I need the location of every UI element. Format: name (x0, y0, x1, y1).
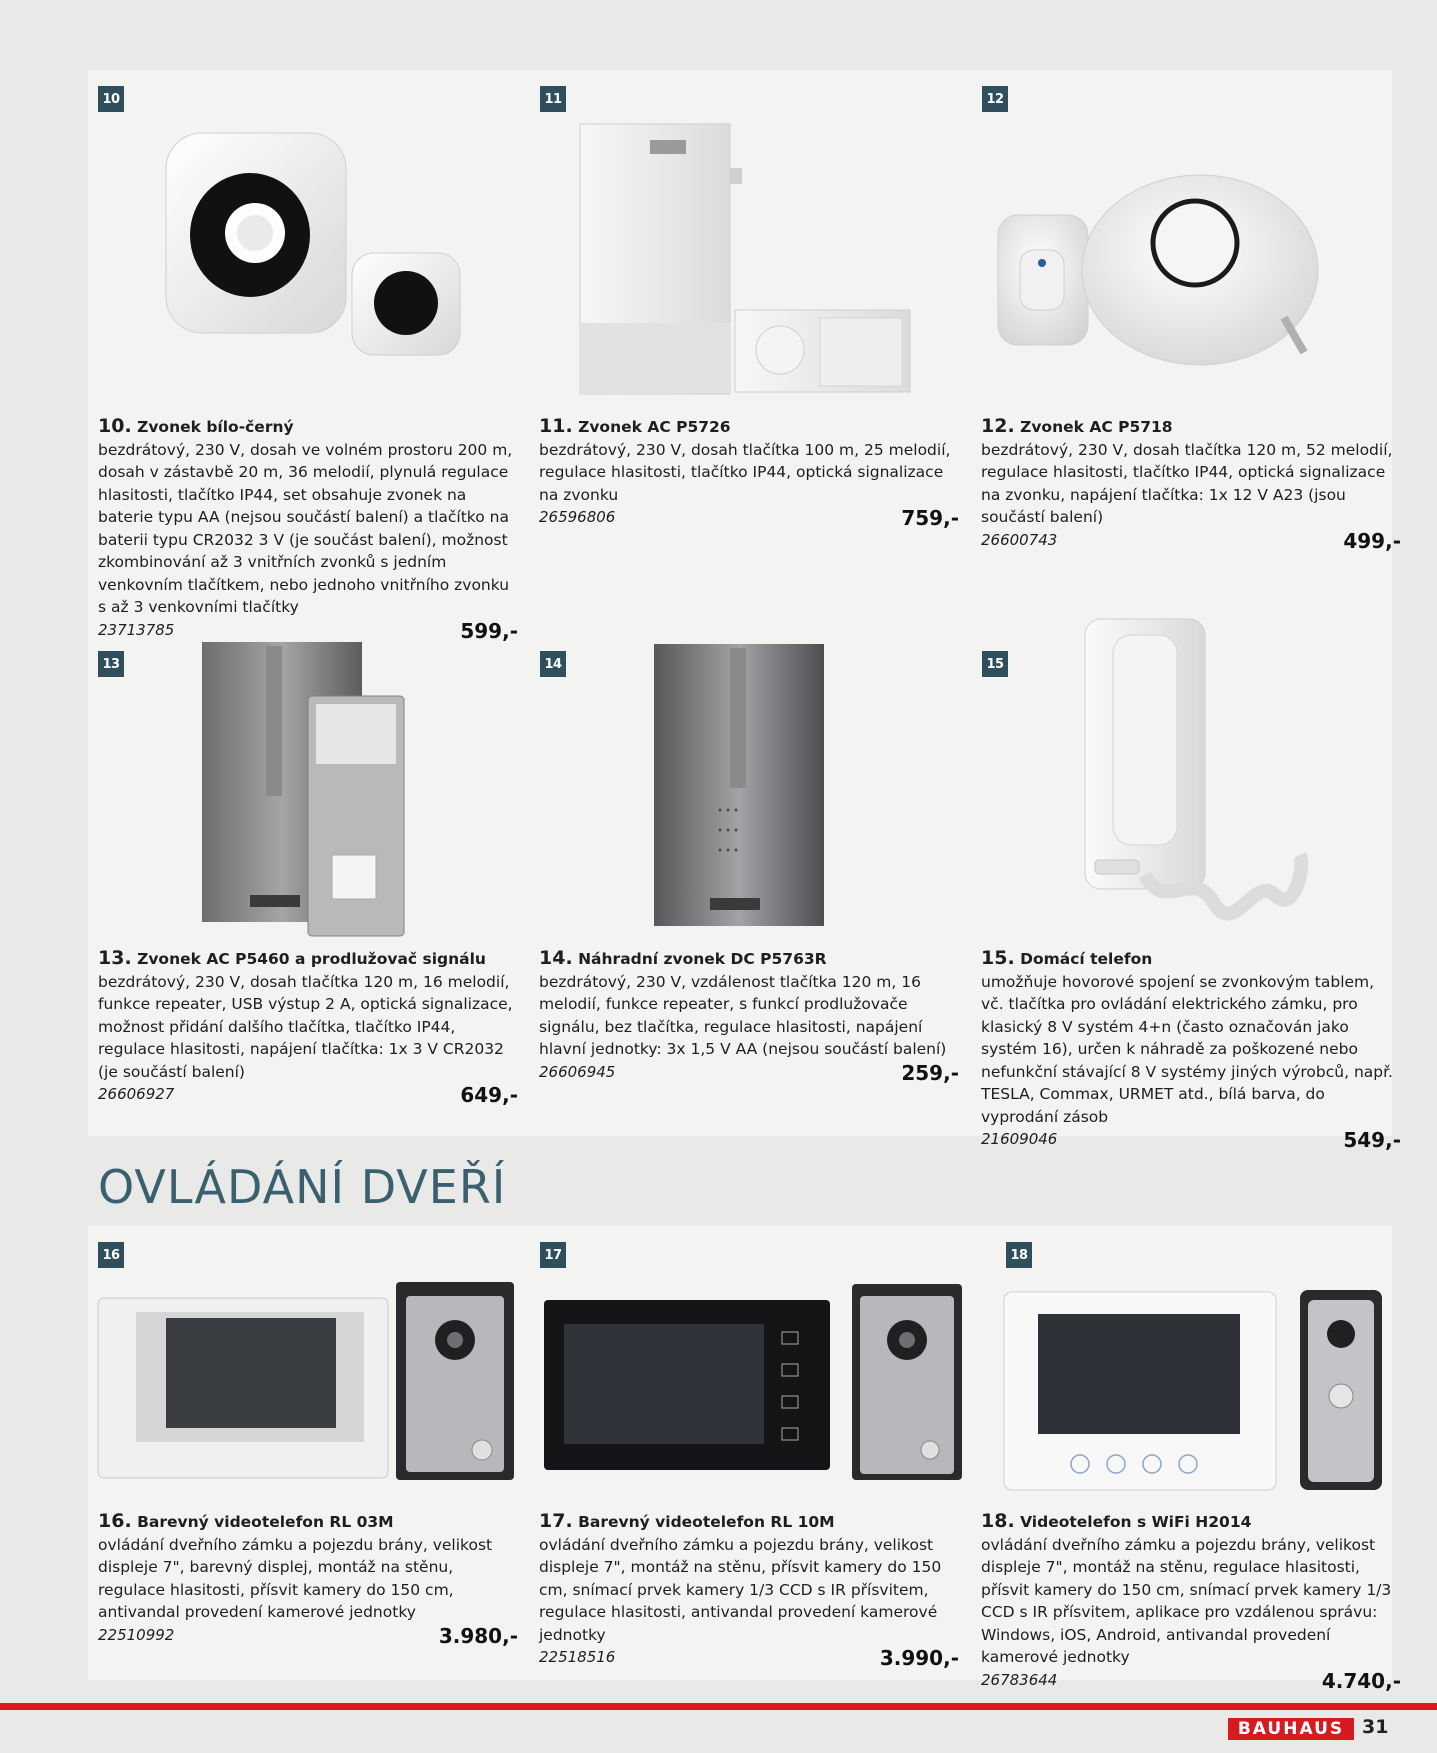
product-badge: 17 (540, 1242, 566, 1268)
product-code: 22518516 (539, 1648, 616, 1666)
product-price: 259,- (901, 1060, 959, 1085)
intercom-phone-image (1075, 615, 1315, 935)
product-description: bezdrátový, 230 V, dosah tlačítka 120 m, 16 melodií, funkce repeater, USB výstup 2 A, optická signalizace, možnost přidání dalšího tlačítka, tlačítko IP44, regulace hlasitosti, napájení tlačítka: 1x 3 V CR2032 (je součástí balení) (98, 972, 513, 1081)
product-code: 23713785 (98, 620, 175, 639)
product-price: 599,- (460, 618, 518, 643)
doorbell-image (650, 640, 830, 930)
product-title: 11. Zvonek AC P5726 (539, 415, 731, 437)
product-description: bezdrátový, 230 V, vzdálenost tlačítka 120 m, 16 melodií, funkce repeater, s funkcí prodlužovače signálu, bez tlačítka, regulace hlasitosti, napájení hlavní jednotky: 3x 1,5 V AA (nejsou součástí balení) (539, 972, 947, 1058)
product-description: ovládání dveřního zámku a pojezdu brány, velikost displeje 7", montáž na stěnu, přísvit kamery do 150 cm, snímací prvek kamery 1/3 CCD s IR přísvitem, regulace hlasitosti, antivandal provedení kamerové jednotky (539, 1535, 942, 1644)
product-badge: 15 (982, 651, 1008, 677)
doorbell-image (160, 125, 480, 365)
product-text (539, 947, 959, 1083)
product-description: bezdrátový, 230 V, dosah tlačítka 100 m, 25 melodií, regulace hlasitosti, tlačítko IP44, optická signalizace na zvonku (539, 440, 951, 504)
product-description: umožňuje hovorové spojení se zvonkovým tablem, vč. tlačítka pro ovládání elektrického zámku, pro klasický 8 V systém 4+n (často označován jako systém 16), určen k náhradě za poškozené nebo nefunkční stávající 8 V systémy jiných výrobců, např. TESLA, Commax, URMET atd., bílá barva, do vyprodání zásob (981, 972, 1393, 1126)
product-text (539, 415, 959, 529)
product-code: 21609046 (981, 1130, 1058, 1148)
video-intercom-image (96, 1282, 526, 1482)
product-badge: 10 (98, 86, 124, 112)
product-badge: 12 (982, 86, 1008, 112)
product-text (981, 947, 1401, 1151)
product-text (98, 415, 518, 641)
video-intercom-image (542, 1282, 972, 1482)
product-price: 549,- (1343, 1128, 1401, 1152)
product-description: ovládání dveřního zámku a pojezdu brány, velikost displeje 7", montáž na stěnu, regulace hlasitosti, přísvit kamery do 150 cm, snímací prvek kamery 1/3 CCD s IR přísvitem, aplikace pro vzdálenou správu: Windows, iOS, Android, antivandal provedení kamerové jednotky (981, 1535, 1392, 1666)
product-description: bezdrátový, 230 V, dosah tlačítka 120 m, 52 melodií, regulace hlasitosti, tlačítko IP44, optická signalizace na zvonku, napájení tlačítka: 1x 12 V A23 (jsou součástí balení) (981, 440, 1393, 526)
product-title: 14. Náhradní zvonek DC P5763R (539, 947, 827, 969)
footer-red-line (0, 1703, 1437, 1710)
product-badge: 11 (540, 86, 566, 112)
product-price: 499,- (1343, 528, 1401, 553)
product-text (981, 1510, 1401, 1691)
product-text (981, 415, 1401, 551)
product-price: 4.740,- (1321, 1668, 1401, 1693)
product-title: 15. Domácí telefon (981, 947, 1153, 969)
product-title: 16. Barevný videotelefon RL 03M (98, 1510, 394, 1532)
product-title: 13. Zvonek AC P5460 a prodlužovač signálu (98, 947, 486, 969)
product-title: 18. Videotelefon s WiFi H2014 (981, 1510, 1252, 1532)
product-code: 26783644 (981, 1670, 1058, 1689)
video-intercom-image (1000, 1286, 1392, 1496)
product-text (98, 1510, 518, 1646)
product-price: 3.980,- (438, 1623, 518, 1648)
product-badge: 18 (1006, 1242, 1032, 1268)
product-code: 26606927 (98, 1085, 175, 1103)
brand-logo: BAUHAUS (1228, 1718, 1354, 1740)
doorbell-image (190, 640, 420, 940)
product-title: 17. Barevný videotelefon RL 10M (539, 1510, 835, 1532)
product-description: bezdrátový, 230 V, dosah ve volném prostoru 200 m, dosah v zástavbě 20 m, 36 melodií, plynulá regulace hlasitosti, tlačítko IP44, set obsahuje zvonek na baterie typu AA (nejsou součástí balení) a tlačítko na baterii typu CR2032 3 V (je součást balení), možnost zkombinování až 3 vnitřních zvonků s jedním venkovním tlačítkem, nebo jednoho vnitřního zvonku s až 3 venkovními tlačítky (98, 440, 513, 616)
product-title: 10. Zvonek bílo-černý (98, 415, 294, 437)
product-badge: 13 (98, 651, 124, 677)
product-badge: 14 (540, 651, 566, 677)
product-code: 22510992 (98, 1625, 175, 1644)
product-text (539, 1510, 959, 1669)
product-code: 26606945 (539, 1062, 616, 1081)
product-price: 3.990,- (879, 1646, 959, 1670)
doorbell-image (990, 155, 1350, 375)
product-text (98, 947, 518, 1106)
product-badge: 16 (98, 1242, 124, 1268)
product-price: 649,- (460, 1083, 518, 1107)
product-description: ovládání dveřního zámku a pojezdu brány, velikost displeje 7", barevný displej, montáž na stěnu, regulace hlasitosti, přísvit kamery do 150 cm, antivandal provedení kamerové jednotky (98, 1535, 493, 1621)
section-title: OVLÁDÁNÍ DVEŘÍ (98, 1160, 507, 1214)
doorbell-image (570, 118, 920, 398)
page-number: 31 (1362, 1716, 1389, 1738)
product-price: 759,- (901, 506, 959, 530)
product-code: 26600743 (981, 530, 1058, 549)
product-code: 26596806 (539, 508, 616, 526)
product-title: 12. Zvonek AC P5718 (981, 415, 1173, 437)
